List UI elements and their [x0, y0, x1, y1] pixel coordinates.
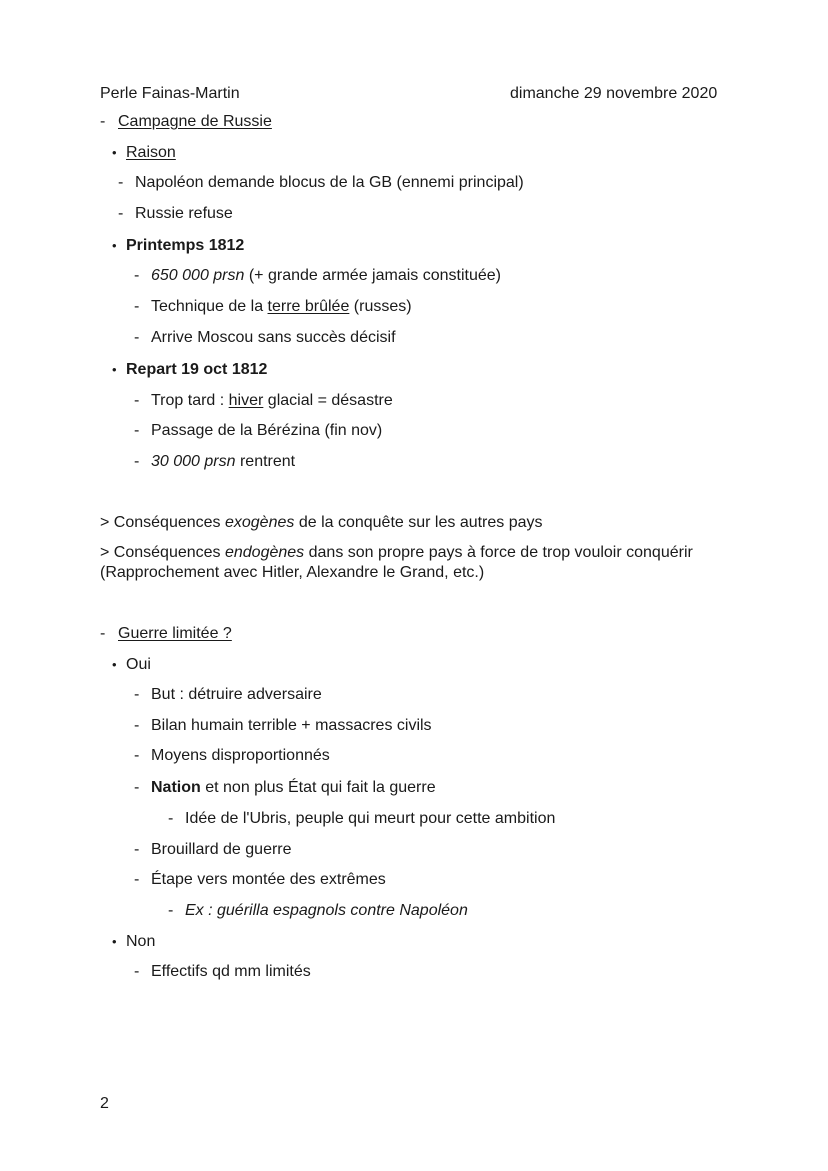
list-item: Arrive Moscou sans succès décisif — [151, 329, 396, 346]
dash-marker: - — [118, 174, 124, 191]
bullet-marker: • — [112, 934, 117, 949]
dash-marker: - — [168, 810, 174, 827]
list-item: But : détruire adversaire — [151, 686, 322, 703]
list-item: Trop tard : hiver glacial = désastre — [151, 392, 393, 409]
section-title-campagne: Campagne de Russie — [118, 113, 272, 130]
paragraph-endogenes-line2: (Rapprochement avec Hitler, Alexandre le Grand, etc.) — [100, 564, 485, 581]
subheading-repart: Repart 19 oct 1812 — [126, 361, 268, 378]
dash-marker: - — [134, 779, 140, 796]
list-item: Nation et non plus État qui fait la guerre — [151, 779, 436, 796]
dash-marker: - — [134, 392, 140, 409]
list-item: Russie refuse — [135, 205, 233, 222]
list-item: Idée de l'Ubris, peuple qui meurt pour cette ambition — [185, 810, 556, 827]
dash-marker: - — [134, 963, 140, 980]
paragraph-exogenes: > Conséquences exogènes de la conquête sur les autres pays — [100, 514, 543, 531]
list-item: Napoléon demande blocus de la GB (ennemi principal) — [135, 174, 524, 191]
bullet-marker: • — [112, 238, 117, 253]
list-item: Bilan humain terrible + massacres civils — [151, 717, 432, 734]
bullet-marker: • — [112, 362, 117, 377]
dash-marker: - — [134, 329, 140, 346]
bullet-marker: • — [112, 657, 117, 672]
list-item: Étape vers montée des extrêmes — [151, 871, 386, 888]
dash-marker: - — [134, 267, 140, 284]
bullet-marker: • — [112, 145, 117, 160]
list-item: Moyens disproportionnés — [151, 747, 330, 764]
document-date: dimanche 29 novembre 2020 — [510, 85, 718, 102]
list-item: Ex : guérilla espagnols contre Napoléon — [185, 902, 468, 919]
paragraph-endogenes: > Conséquences endogènes dans son propre pays à force de trop vouloir conquérir — [100, 544, 693, 561]
subheading-printemps: Printemps 1812 — [126, 237, 245, 254]
list-item: 30 000 prsn rentrent — [151, 453, 296, 470]
list-item: Effectifs qd mm limités — [151, 963, 311, 980]
list-item: Brouillard de guerre — [151, 841, 292, 858]
dash-marker: - — [134, 298, 140, 315]
dash-marker: - — [134, 747, 140, 764]
subheading-oui: Oui — [126, 656, 151, 673]
dash-marker: - — [134, 422, 140, 439]
list-item: 650 000 prsn (+ grande armée jamais constituée) — [151, 267, 501, 284]
dash-marker: - — [168, 902, 174, 919]
author-name: Perle Fainas-Martin — [100, 85, 240, 102]
dash-marker: - — [134, 841, 140, 858]
dash-marker: - — [100, 113, 106, 130]
subheading-non: Non — [126, 933, 156, 950]
dash-marker: - — [134, 871, 140, 888]
dash-marker: - — [100, 625, 106, 642]
list-item: Passage de la Bérézina (fin nov) — [151, 422, 383, 439]
dash-marker: - — [134, 717, 140, 734]
section-title-guerre: Guerre limitée ? — [118, 625, 232, 642]
dash-marker: - — [118, 205, 124, 222]
subheading-raison: Raison — [126, 144, 176, 161]
list-item: Technique de la terre brûlée (russes) — [151, 298, 412, 315]
dash-marker: - — [134, 453, 140, 470]
page-number: 2 — [100, 1095, 109, 1112]
dash-marker: - — [134, 686, 140, 703]
